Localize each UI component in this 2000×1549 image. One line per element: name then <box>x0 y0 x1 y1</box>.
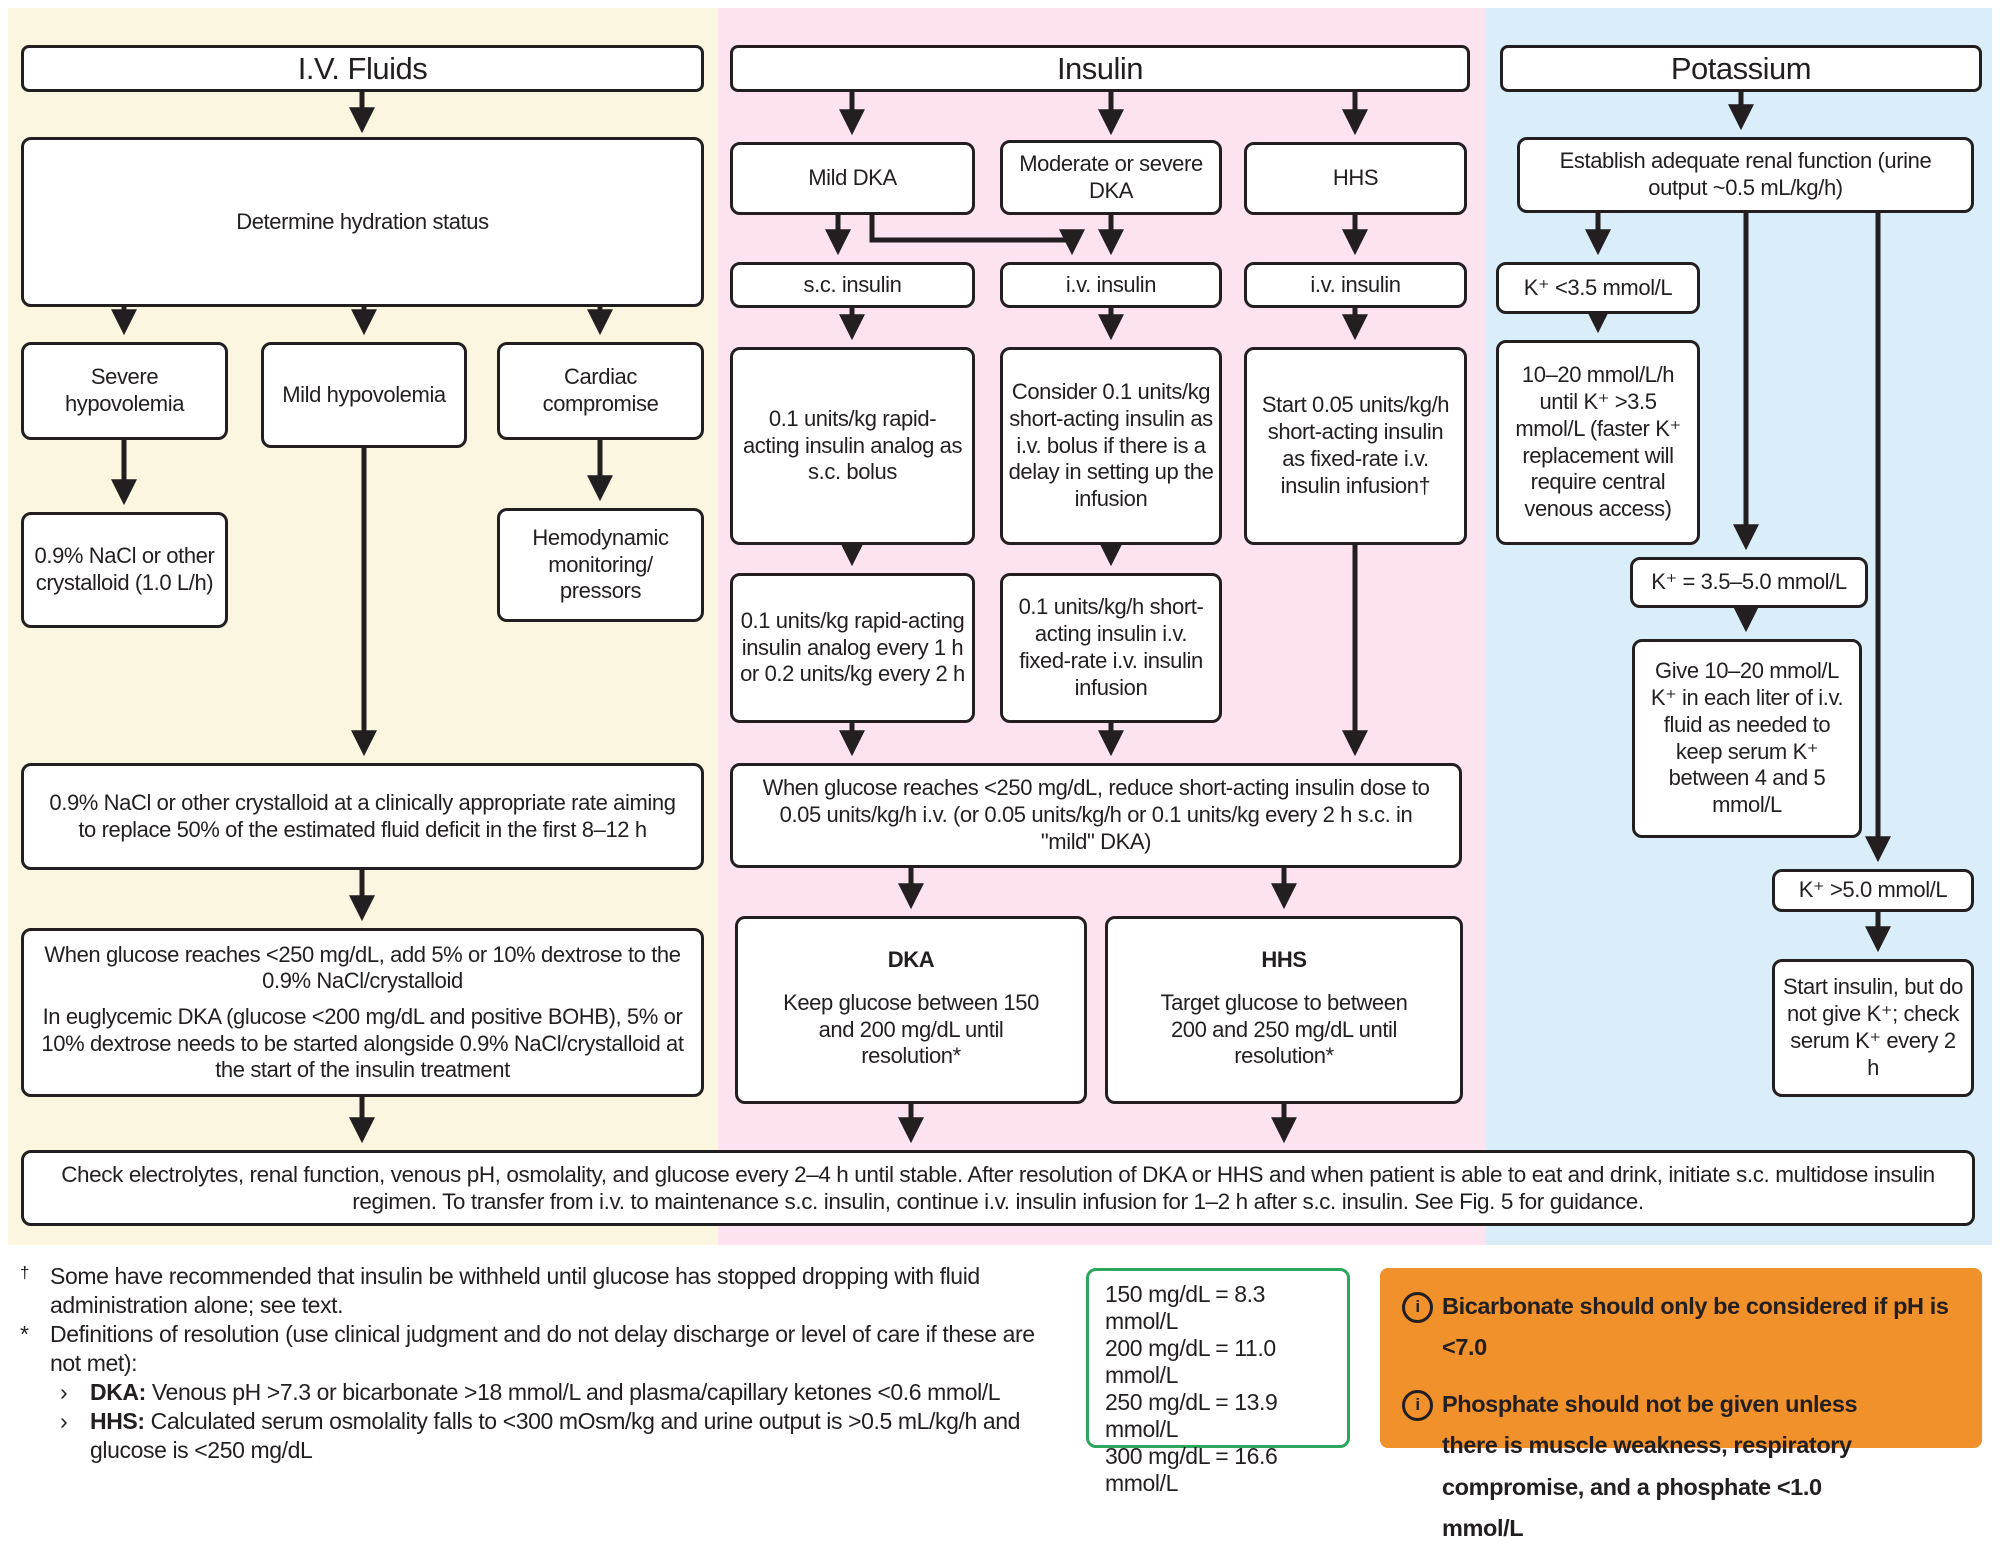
iv-bolus-consider-box: Consider 0.1 units/kg short-acting insulin as i.v. bolus if there is a delay in setting up the infusion <box>1000 347 1222 545</box>
k-mid-box: K⁺ = 3.5–5.0 mmol/L <box>1630 557 1868 608</box>
footnote-dka-text <box>90 1378 1035 1407</box>
footnote-dka-resolution <box>60 1378 1080 1407</box>
dextrose-paragraph-1: When glucose reaches <250 mg/dL, add 5% or 10% dextrose to the 0.9% NaCl/crystalloid <box>44 941 681 993</box>
insulin-header: Insulin <box>730 45 1470 92</box>
asterisk-marker: * <box>20 1320 29 1347</box>
renal-function-box: Establish adequate renal function (urine output ~0.5 mL/kg/h) <box>1517 137 1974 213</box>
hhs-label: HHS: <box>90 1407 145 1434</box>
footnote-dagger <box>20 1262 1080 1320</box>
bullet-marker: › <box>60 1378 68 1405</box>
conversion-row: 300 mg/dL = 16.6 mmol/L <box>1105 1443 1278 1496</box>
mild-hypovolemia-box: Mild hypovolemia <box>261 342 467 448</box>
dka-glucose-target-box <box>735 916 1087 1104</box>
dagger-marker: † <box>20 1263 30 1282</box>
footnote-dagger-text: Some have recommended that insulin be withheld until glucose has stopped dropping with fluid administration alone; see text. <box>50 1263 980 1318</box>
info-icon: i <box>1402 1292 1433 1323</box>
k-high-action-box: Start insulin, but do not give K⁺; check serum K⁺ every 2 h <box>1772 959 1974 1097</box>
footnote-hhs-text <box>90 1407 1035 1465</box>
sc-insulin-box: s.c. insulin <box>730 262 975 308</box>
monitoring-summary-bar: Check electrolytes, renal function, venous pH, osmolality, and glucose every 2–4 h until stable. After resolution of DKA or HHS and when patient is able to eat and drink, initiate s.c. multidose insulin regimen. To transfer from i.v. to maintenance s.c. insulin, continue i.v. insulin infusion for 1–2 h after s.c. insulin. See Fig. 5 for guidance. <box>21 1150 1975 1226</box>
glucose-conversion-table <box>1086 1268 1350 1496</box>
dka-target-title: DKA <box>887 947 935 972</box>
sc-bolus-box: 0.1 units/kg rapid-acting insulin analog as s.c. bolus <box>730 347 975 545</box>
bullet-marker: › <box>60 1407 68 1434</box>
footnotes-block <box>20 1262 1080 1465</box>
conversion-row: 250 mg/dL = 13.9 mmol/L <box>1105 1389 1278 1442</box>
footnote-hhs-resolution <box>60 1407 1080 1465</box>
iv-fluids-header: I.V. Fluids <box>21 45 704 92</box>
conversion-row: 200 mg/dL = 11.0 mmol/L <box>1105 1335 1276 1388</box>
k-high-box: K⁺ >5.0 mmol/L <box>1772 869 1974 912</box>
dka-definition: Venous pH >7.3 or bicarbonate >18 mmol/L and plasma/capillary ketones <0.6 mmol/L <box>151 1378 1001 1405</box>
fluid-rate-box: 0.9% NaCl or other crystalloid at a clinically appropriate rate aiming to replace 50% of the estimated fluid deficit in the first 8–12 h <box>21 763 704 870</box>
start-fixed-rate-infusion-box: Start 0.05 units/kg/h short-acting insulin as fixed-rate i.v. insulin infusion† <box>1244 347 1467 545</box>
sc-repeat-dosing-box: 0.1 units/kg rapid-acting insulin analog every 1 h or 0.2 units/kg every 2 h <box>730 573 975 723</box>
footnote-asterisk-text: Definitions of resolution (use clinical judgment and do not delay discharge or level of care if these are not met): <box>50 1320 1035 1376</box>
conversion-row: 150 mg/dL = 8.3 mmol/L <box>1105 1281 1266 1334</box>
iv-insulin-box-hhs: i.v. insulin <box>1244 262 1467 308</box>
potassium-header: Potassium <box>1500 45 1982 92</box>
determine-hydration-box: Determine hydration status <box>21 137 704 307</box>
cautions-box <box>1380 1268 1982 1541</box>
iv-insulin-box-dka: i.v. insulin <box>1000 262 1222 308</box>
hhs-definition: Calculated serum osmolality falls to <300 mOsm/kg and urine output is >0.5 mL/kg/h and glucose is <250 mg/dL <box>90 1407 1021 1463</box>
k-mid-action-box: Give 10–20 mmol/L K⁺ in each liter of i.v. fluid as needed to keep serum K⁺ between 4 and 5 mmol/L <box>1632 639 1862 838</box>
hhs-target-text: Target glucose to between 200 and 250 mg/dL until resolution* <box>1160 989 1408 1069</box>
nacl-crystalloid-box: 0.9% NaCl or other crystalloid (1.0 L/h) <box>21 512 228 628</box>
footnote-asterisk <box>20 1320 1080 1378</box>
phosphate-note-text: Phosphate should not be given unless there is muscle weakness, respiratory compromise, and a phosphate <1.0 mmol/L <box>1442 1391 1858 1541</box>
hhs-target-title: HHS <box>1261 947 1307 972</box>
k-low-box: K⁺ <3.5 mmol/L <box>1496 262 1700 314</box>
moderate-severe-dka-box: Moderate or severe DKA <box>1000 140 1222 215</box>
dka-label: DKA: <box>90 1378 146 1405</box>
phosphate-note <box>1402 1384 1960 1549</box>
dextrose-paragraph-2: In euglycemic DKA (glucose <200 mg/dL and positive BOHB), 5% or 10% dextrose needs to be started alongside 0.9% NaCl/crystalloid at the start of the insulin treatment <box>41 1004 684 1083</box>
k-low-action-box: 10–20 mmol/L/h until K⁺ >3.5 mmol/L (faster K⁺ replacement will require central venous access) <box>1496 340 1700 545</box>
dka-target-text: Keep glucose between 150 and 200 mg/dL until resolution* <box>783 989 1039 1069</box>
iv-fixed-rate-box: 0.1 units/kg/h short-acting insulin i.v. fixed-rate i.v. insulin infusion <box>1000 573 1222 723</box>
hemodynamic-monitoring-box: Hemodynamic monitoring/ pressors <box>497 508 704 622</box>
hhs-box: HHS <box>1244 142 1467 215</box>
hhs-glucose-target-box <box>1105 916 1463 1104</box>
bicarbonate-note <box>1402 1286 1960 1368</box>
cardiac-compromise-box: Cardiac compromise <box>497 342 704 440</box>
info-icon: i <box>1402 1390 1433 1421</box>
reduce-insulin-dose-box: When glucose reaches <250 mg/dL, reduce short-acting insulin dose to 0.05 units/kg/h i.v. (or 0.05 units/kg/h or 0.1 units/kg every 2 h s.c. in "mild" DKA) <box>730 763 1462 868</box>
severe-hypovolemia-box: Severe hypovolemia <box>21 342 228 440</box>
mild-dka-box: Mild DKA <box>730 142 975 215</box>
dextrose-box <box>21 928 704 1097</box>
bicarbonate-note-text: Bicarbonate should only be considered if pH is <7.0 <box>1442 1293 1949 1361</box>
